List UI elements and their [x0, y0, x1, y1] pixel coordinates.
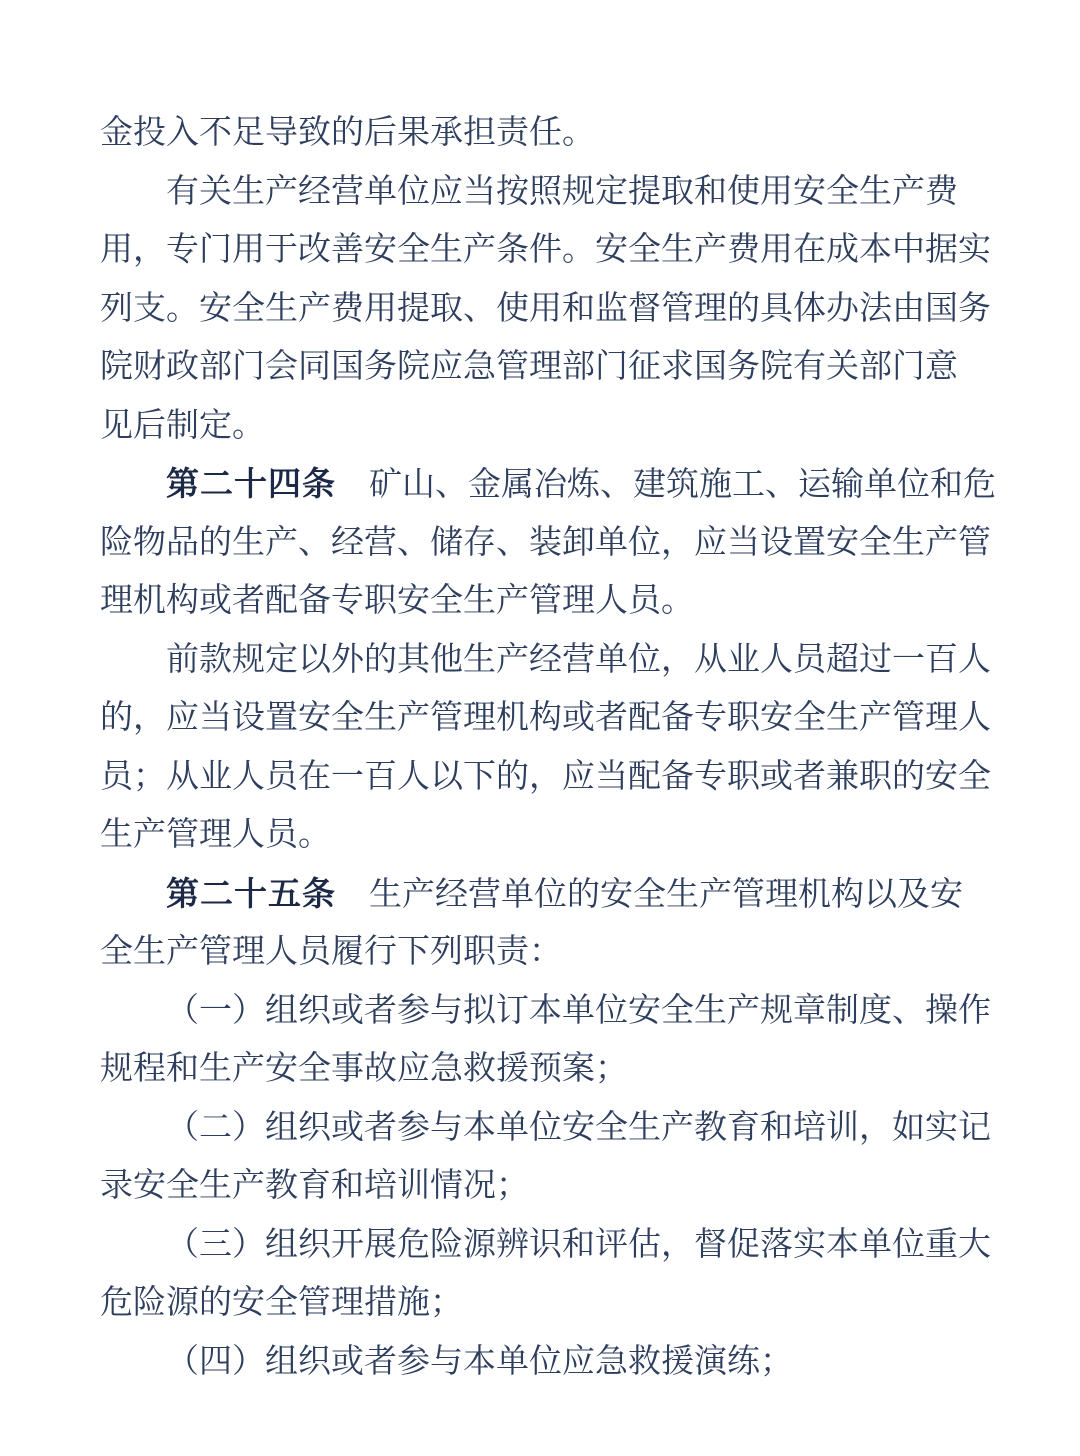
text-line: [100, 221, 1010, 280]
text-segment: 生产经营单位的安全生产管理机构以及安: [336, 876, 963, 913]
document-body: [100, 104, 1010, 1391]
text-line: [100, 689, 1010, 748]
text-segment: （二）组织或者参与本单位安全生产教育和培训，如实记: [166, 1109, 991, 1146]
text-segment: 矿山、金属冶炼、建筑施工、运输单位和危: [336, 467, 996, 503]
text-segment: 规程和生产安全事故应急救援预案；: [100, 1051, 628, 1087]
text-segment: 见后制定。: [100, 407, 265, 444]
text-segment: 用，专门用于改善安全生产条件。安全生产费用在成本中据实: [100, 232, 991, 268]
text-segment: （四）组织或者参与本单位应急救援演练；: [166, 1343, 793, 1380]
text-line: [100, 280, 1010, 339]
text-line: [100, 572, 1010, 631]
text-line: [100, 514, 1010, 573]
text-line: [100, 338, 1010, 397]
text-line: [100, 923, 1010, 982]
article-heading-line: [100, 455, 1010, 514]
text-segment: 理机构或者配备专职安全生产管理人员。: [100, 583, 694, 619]
text-segment: 全生产管理人员履行下列职责：: [100, 934, 562, 970]
text-segment: 录安全生产教育和培训情况；: [100, 1168, 529, 1204]
text-line: [100, 163, 1010, 222]
text-segment: 生产管理人员。: [100, 817, 331, 853]
text-segment: （一）组织或者参与拟订本单位安全生产规章制度、操作: [166, 992, 991, 1029]
text-segment: 员；从业人员在一百人以下的，应当配备专职或者兼职的安全: [100, 758, 991, 795]
text-line: [100, 104, 1010, 163]
article-number: 第二十四条: [166, 465, 336, 502]
text-segment: 危险源的安全管理措施；: [100, 1285, 463, 1321]
text-segment: 的，应当设置安全生产管理机构或者配备专职安全生产管理人: [100, 700, 991, 736]
text-segment: 险物品的生产、经营、储存、装卸单位，应当设置安全生产管: [100, 524, 991, 561]
text-line: [100, 1157, 1010, 1216]
text-line: [100, 1216, 1010, 1275]
text-line: [100, 631, 1010, 690]
text-segment: 院财政部门会同国务院应急管理部门征求国务院有关部门意: [100, 349, 958, 385]
text-line: [100, 1040, 1010, 1099]
text-line: [100, 1333, 1010, 1392]
text-line: [100, 1274, 1010, 1333]
text-line: [100, 397, 1010, 456]
article-heading-line: [100, 865, 1010, 924]
article-number: 第二十五条: [166, 874, 336, 912]
text-line: [100, 982, 1010, 1041]
text-segment: 金投入不足导致的后果承担责任。: [100, 115, 595, 151]
text-segment: 有关生产经营单位应当按照规定提取和使用安全生产费: [166, 173, 958, 210]
text-line: [100, 1099, 1010, 1158]
text-segment: （三）组织开展危险源辨识和评估，督促落实本单位重大: [166, 1226, 991, 1263]
text-line: [100, 806, 1010, 865]
text-segment: 列支。安全生产费用提取、使用和监督管理的具体办法由国务: [100, 290, 991, 327]
text-segment: 前款规定以外的其他生产经营单位，从业人员超过一百人: [166, 641, 991, 678]
text-line: [100, 748, 1010, 807]
